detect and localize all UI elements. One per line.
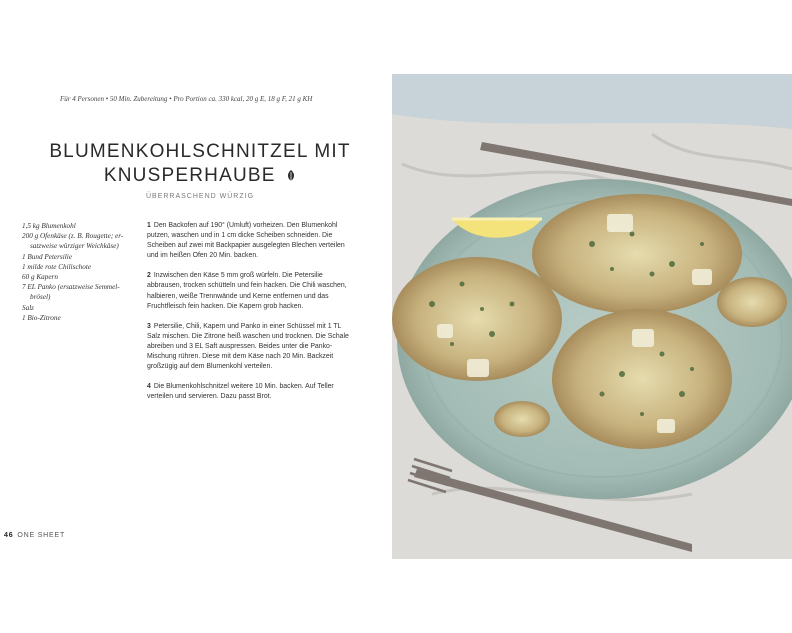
step-text: Inzwischen den Käse 5 mm groß würfeln. Die Petersilie abbrausen, trocken schütteln und fein hacken. Die Chili waschen, halbieren, weiße Trennwände und Kerne entfernen und das Fruchtfleisch fein hacken. Die Kapern grob hacken. — [147, 272, 347, 310]
dish-illustration — [392, 74, 792, 559]
ingredient-text: 7 EL Panko (ersatzweise Semmel- — [22, 283, 120, 292]
ingredient-text: 1 milde rote Chilischote — [22, 262, 92, 271]
ingredient-item — [22, 252, 134, 262]
recipe-title — [20, 140, 380, 188]
recipe-step — [147, 271, 355, 311]
cauliflower-schnitzel — [532, 194, 742, 314]
ingredient-item — [22, 303, 134, 313]
dish-photo — [392, 74, 792, 559]
ingredient-text: 200 g Ofenkäse (z. B. Rougette; er- — [22, 232, 124, 241]
ingredient-text-continued: brösel) — [30, 293, 51, 302]
ingredient-text: Salz — [22, 303, 34, 312]
recipe-step — [147, 322, 355, 372]
ingredient-item — [22, 272, 134, 282]
footer-label: ONE SHEET — [17, 532, 66, 539]
page-number: 46 — [4, 532, 14, 539]
recipe-step — [147, 221, 355, 261]
ingredient-item — [22, 262, 134, 272]
recipe-title-line2: KNUSPERHAUBE — [103, 165, 276, 186]
step-number: 4 — [147, 383, 151, 391]
ingredient-text: 1 Bio-Zitrone — [22, 313, 61, 322]
recipe-subtitle: ÜBERRASCHEND WÜRZIG — [145, 193, 255, 200]
step-list — [147, 221, 355, 412]
ingredient-item — [22, 282, 134, 302]
ingredient-text-continued: satzweise würziger Weichkäse) — [30, 242, 119, 251]
recipe-title-line1: BLUMENKOHLSCHNITZEL MIT — [49, 141, 351, 162]
step-text: Petersilie, Chili, Kapern und Panko in einer Schüssel mit 1 TL Salz mischen. Die Zitrone heiß waschen und trocknen. Die Schale abreiben und 3 EL Saft auspressen. Beides unter die Panko-Mischung rühren. Diese mit dem Käse nach 20 Min. Backzeit großzügig auf dem Blumenkohl verteilen. — [147, 322, 349, 371]
ingredient-item — [22, 221, 134, 231]
recipe-step — [147, 382, 355, 402]
step-number: 3 — [147, 322, 151, 330]
page-footer — [4, 532, 65, 539]
leaf-icon — [286, 170, 296, 182]
ingredient-list — [22, 221, 134, 323]
ingredient-text: 1,5 kg Blumenkohl — [22, 222, 76, 230]
step-number: 1 — [147, 222, 151, 229]
recipe-meta: Für 4 Personen • 50 Min. Zubereitung • Pro Portion ca. 330 kcal, 20 g E, 18 g F, 21 g KH — [60, 95, 313, 103]
step-text: Den Backofen auf 190° (Umluft) vorheizen. Den Blumenkohl putzen, waschen und in 1 cm dicke Scheiben schneiden. Die Scheiben auf zwei mit Backpapier ausgelegten Blechen verteilen und im heißen Ofen 20 Min. backen. — [147, 222, 345, 260]
ingredient-item — [22, 231, 134, 251]
ingredient-text: 1 Bund Petersilie — [22, 252, 72, 261]
ingredient-text: 60 g Kapern — [22, 273, 58, 282]
step-text: Die Blumenkohlschnitzel weitere 10 Min. backen. Auf Teller verteilen und servieren. Dazu passt Brot. — [147, 383, 334, 401]
step-number: 2 — [147, 272, 151, 280]
ingredient-item — [22, 313, 134, 323]
